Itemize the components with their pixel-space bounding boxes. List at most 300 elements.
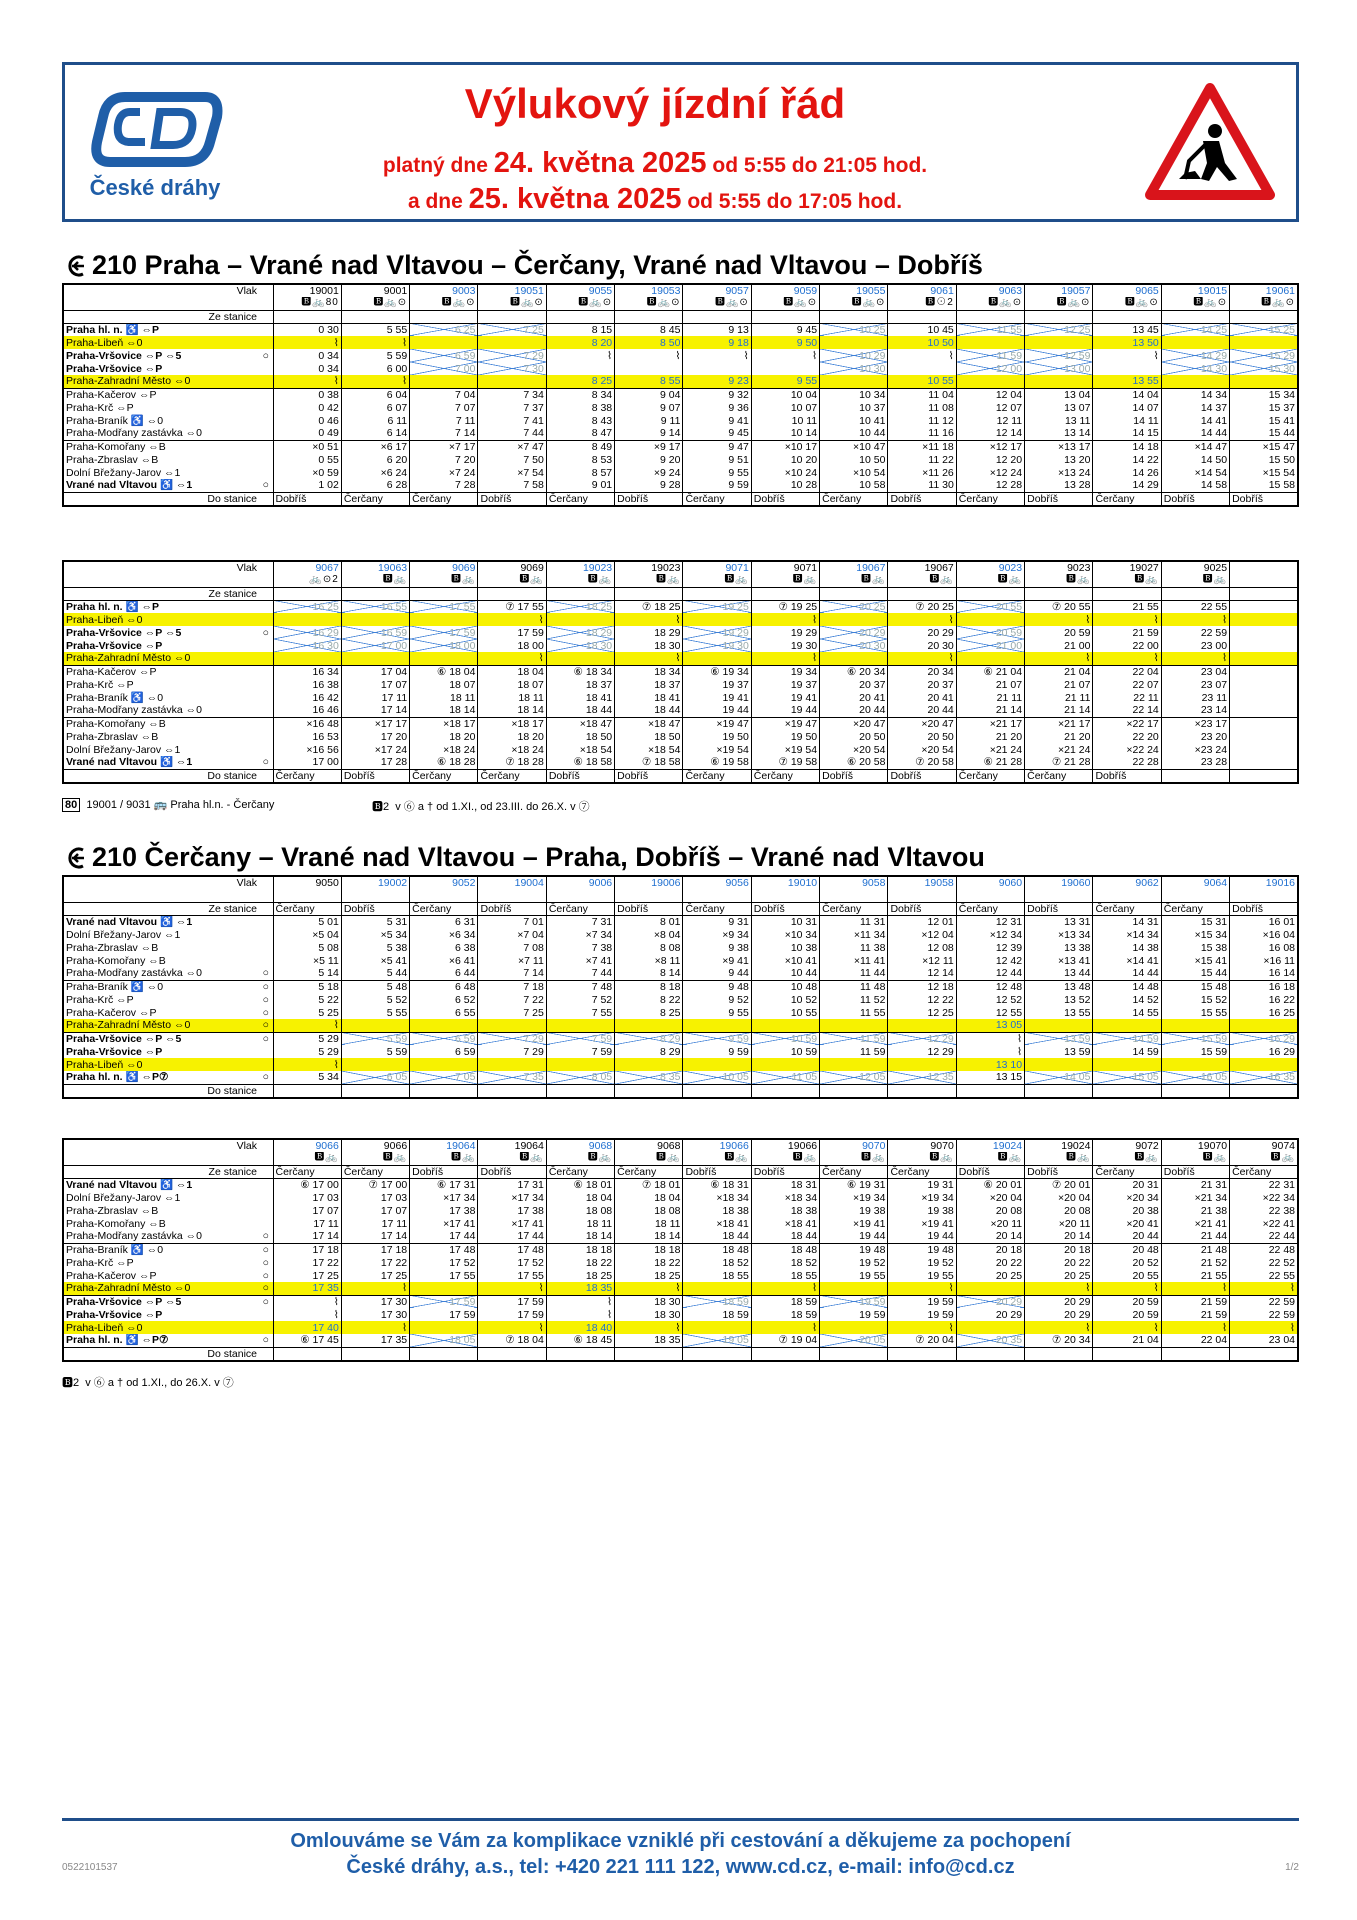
departure-time: 13 50 xyxy=(1093,336,1161,349)
station-note xyxy=(259,1058,273,1071)
from-station-row xyxy=(63,310,1298,323)
departure-time xyxy=(683,362,751,375)
departure-time: 18 50 xyxy=(615,730,683,743)
station-row xyxy=(63,1217,1298,1230)
station-note: ○ xyxy=(262,967,269,980)
train-number: 19001 xyxy=(273,284,341,297)
departure-time: 12 07 xyxy=(956,401,1024,414)
station-row xyxy=(63,1308,1298,1321)
departure-time: 8 22 xyxy=(615,993,683,1006)
document-code: 0522101537 xyxy=(62,1862,118,1873)
station-name: Vrané nad Vltavou ♿ ⇔1 xyxy=(66,1178,193,1191)
from-station: Čerčany xyxy=(615,1165,683,1178)
to-station xyxy=(546,1084,614,1098)
departure-time: 19 59 xyxy=(888,1295,956,1308)
train-symbols: 🅱🚲⊙ xyxy=(820,297,888,310)
departure-time: 11 31 xyxy=(820,915,888,928)
departure-time xyxy=(615,1058,683,1071)
departure-time xyxy=(410,613,478,626)
departure-time: 22 38 xyxy=(1230,1204,1298,1217)
from-station: Dobříš xyxy=(1025,1165,1093,1178)
departure-time: ×12 24 xyxy=(956,466,1024,479)
departure-time: 10 55 xyxy=(888,375,956,388)
departure-time: 10 58 xyxy=(820,479,888,492)
departure-time: 19 41 xyxy=(683,691,751,704)
departure-time: ⑥ 18 01 xyxy=(546,1178,614,1191)
station-note: ○ xyxy=(259,1295,273,1308)
departure-time: 7 55 xyxy=(546,1006,614,1019)
departure-time: ×11 41 xyxy=(820,954,888,967)
departure-time: ×16 04 xyxy=(1230,928,1298,941)
departure-time: ⑥ 18 58 xyxy=(546,756,614,769)
train-number: 19066 xyxy=(683,1139,751,1152)
departure-time: ×6 34 xyxy=(410,928,478,941)
to-station xyxy=(683,1084,751,1098)
to-station: Čerčany xyxy=(956,769,1024,783)
departure-time: 23 04 xyxy=(1230,1334,1298,1347)
departure-time: 21 07 xyxy=(1025,678,1093,691)
note-1-code: 80 xyxy=(62,798,80,812)
departure-time: 19 44 xyxy=(683,704,751,717)
from-station xyxy=(683,587,751,600)
note-column-cell xyxy=(259,574,273,587)
station-row xyxy=(63,1295,1298,1308)
to-station-label: Do stanice xyxy=(63,1084,259,1098)
departure-time: 8 29 xyxy=(615,1045,683,1058)
departure-time: 9 14 xyxy=(615,427,683,440)
station-name: Praha-Libeň ⇔0 xyxy=(63,613,259,626)
departure-time: 23 20 xyxy=(1161,730,1229,743)
departure-time: 22 07 xyxy=(1093,678,1161,691)
departure-time: 6 31 xyxy=(410,915,478,928)
page-number: 1/2 xyxy=(1285,1862,1299,1873)
departure-time xyxy=(341,613,409,626)
to-station: Dobříš xyxy=(751,492,819,506)
departure-time: ⑦ 19 58 xyxy=(751,756,819,769)
to-station xyxy=(820,1084,888,1098)
departure-time: 14 34 xyxy=(1161,388,1229,401)
departure-time: 11 38 xyxy=(820,941,888,954)
station-row xyxy=(63,626,1298,639)
train-symbols-row xyxy=(63,297,1298,310)
departure-time: ×7 54 xyxy=(478,466,546,479)
departure-time: 7 29 xyxy=(478,1045,546,1058)
to-station: Čerčany xyxy=(410,492,478,506)
departure-time: ⌇ xyxy=(1161,1282,1229,1295)
departure-time: 13 14 xyxy=(1025,427,1093,440)
station-name: Dolní Břežany-Jarov ⇔1 xyxy=(66,743,181,756)
departure-time: 10 04 xyxy=(751,388,819,401)
from-station: Čerčany xyxy=(273,902,341,915)
departure-time: 21 00 xyxy=(1025,639,1093,652)
departure-time: 21 55 xyxy=(1161,1269,1229,1282)
departure-time: 13 44 xyxy=(1025,967,1093,980)
station-row xyxy=(63,743,1298,756)
footer-contact: České dráhy, a.s., tel: +420 221 111 122, www.cd.cz, e-mail: info@cd.cz xyxy=(346,1856,1015,1878)
departure-time: 5 59 xyxy=(341,1045,409,1058)
station-note: ○ xyxy=(259,1282,273,1295)
departure-time: 13 59 xyxy=(1025,1032,1093,1045)
from-station xyxy=(273,587,341,600)
to-station: Dobříš xyxy=(888,769,956,783)
train-label: Vlak xyxy=(236,562,257,574)
station-row xyxy=(63,466,1298,479)
train-symbols xyxy=(820,889,888,902)
departure-time: 7 34 xyxy=(478,388,546,401)
departure-time: ×5 11 xyxy=(273,954,341,967)
departure-time: 18 18 xyxy=(615,1243,683,1256)
departure-time: 12 48 xyxy=(956,980,1024,993)
departure-time: 14 25 xyxy=(1161,323,1229,336)
to-station xyxy=(410,1347,478,1361)
departure-time: ×5 04 xyxy=(273,928,341,941)
departure-time xyxy=(1093,362,1161,375)
departure-time: 18 14 xyxy=(410,704,478,717)
train-symbols: 🅱🚲⊙ xyxy=(478,297,546,310)
station-note xyxy=(259,414,273,427)
departure-time: ⌇ xyxy=(751,1321,819,1334)
station-name: Vrané nad Vltavou ♿ ⇔1 xyxy=(66,915,193,928)
departure-time: 12 11 xyxy=(956,414,1024,427)
station-name: Praha-Libeň ⇔0 xyxy=(63,336,259,349)
departure-time: 17 04 xyxy=(341,665,409,678)
station-row xyxy=(63,453,1298,466)
to-station xyxy=(820,1347,888,1361)
departure-time: 18 40 xyxy=(546,1321,614,1334)
departure-time: 10 14 xyxy=(751,427,819,440)
departure-time: 18 44 xyxy=(546,704,614,717)
train-number: 19015 xyxy=(1161,284,1229,297)
departure-time: 17 03 xyxy=(341,1191,409,1204)
train-number: 9068 xyxy=(546,1139,614,1152)
departure-time: 9 45 xyxy=(683,427,751,440)
departure-time: 16 18 xyxy=(1230,980,1298,993)
from-station: Dobříš xyxy=(683,1165,751,1178)
departure-time: 13 10 xyxy=(956,1058,1024,1071)
departure-time: ×17 41 xyxy=(478,1217,546,1230)
train-symbols: 🅱🚲 xyxy=(1161,574,1229,587)
departure-time: 18 14 xyxy=(615,1230,683,1243)
train-symbols: 🅱🚲 xyxy=(683,574,751,587)
departure-time: 17 14 xyxy=(273,1230,341,1243)
departure-time: 6 28 xyxy=(341,479,409,492)
validity-date-1: 24. května 2025 xyxy=(493,147,707,179)
departure-time: 15 38 xyxy=(1161,941,1229,954)
station-name: Praha hl. n. ♿ ⇔P⑦ xyxy=(66,1334,169,1347)
departure-time: 17 38 xyxy=(478,1204,546,1217)
departure-time: 14 29 xyxy=(1093,479,1161,492)
departure-time: ×17 17 xyxy=(341,717,409,730)
departure-time: 9 32 xyxy=(683,388,751,401)
from-station: Čerčany xyxy=(820,902,888,915)
departure-time: ×19 34 xyxy=(888,1191,956,1204)
station-note xyxy=(259,388,273,401)
departure-time: 9 59 xyxy=(683,1045,751,1058)
departure-time: 14 30 xyxy=(1161,362,1229,375)
departure-time: 8 29 xyxy=(615,1032,683,1045)
departure-time: 0 42 xyxy=(273,401,341,414)
departure-time: 7 30 xyxy=(478,362,546,375)
from-station: Dobříš xyxy=(1025,902,1093,915)
departure-time: 5 52 xyxy=(341,993,409,1006)
departure-time: 14 04 xyxy=(1093,388,1161,401)
departure-time xyxy=(1230,691,1298,704)
departure-time: ⌇ xyxy=(1025,613,1093,626)
departure-time: 19 52 xyxy=(820,1256,888,1269)
station-name: Dolní Břežany-Jarov ⇔1 xyxy=(66,466,181,479)
station-row xyxy=(63,652,1298,665)
departure-time xyxy=(683,613,751,626)
symbols-label xyxy=(63,297,259,310)
departure-time xyxy=(820,613,888,626)
departure-time: 5 59 xyxy=(341,349,409,362)
departure-time xyxy=(956,336,1024,349)
departure-time: ×21 17 xyxy=(1025,717,1093,730)
to-station: Dobříš xyxy=(820,769,888,783)
departure-time: 15 59 xyxy=(1161,1045,1229,1058)
departure-time: 18 14 xyxy=(546,1230,614,1243)
departure-time: 12 00 xyxy=(956,362,1024,375)
departure-time: 0 34 xyxy=(273,349,341,362)
departure-time: 14 59 xyxy=(1093,1032,1161,1045)
departure-time: 17 40 xyxy=(273,1321,341,1334)
train-number: 9025 xyxy=(1161,561,1229,574)
station-row xyxy=(63,980,1298,993)
departure-time: ×0 59 xyxy=(273,466,341,479)
departure-time: 22 31 xyxy=(1230,1178,1298,1191)
departure-time: 20 59 xyxy=(956,626,1024,639)
train-number: 9071 xyxy=(751,561,819,574)
to-station xyxy=(1230,1084,1298,1098)
departure-time xyxy=(615,362,683,375)
departure-time: 9 47 xyxy=(683,440,751,453)
station-row xyxy=(63,954,1298,967)
symbols-label xyxy=(63,1152,259,1165)
train-symbols xyxy=(1230,889,1298,902)
departure-time: 18 11 xyxy=(615,1217,683,1230)
from-station xyxy=(546,587,614,600)
train-number: 19010 xyxy=(751,876,819,889)
departure-time: 18 00 xyxy=(478,639,546,652)
to-station: Dobříš xyxy=(615,769,683,783)
departure-time: ×20 54 xyxy=(820,743,888,756)
departure-time: 10 59 xyxy=(751,1032,819,1045)
departure-time: 18 38 xyxy=(751,1204,819,1217)
train-symbols: 🅱🚲 xyxy=(956,574,1024,587)
train-symbols: 🅱🚲 xyxy=(751,574,819,587)
departure-time: ×15 47 xyxy=(1230,440,1298,453)
train-number: 9066 xyxy=(341,1139,409,1152)
departure-time: 14 11 xyxy=(1093,414,1161,427)
departure-time: 7 52 xyxy=(546,993,614,1006)
train-number: 19024 xyxy=(1025,1139,1093,1152)
train-number: 19027 xyxy=(1093,561,1161,574)
train-symbols: 🅱🚲 xyxy=(1230,1152,1298,1165)
departure-time: 11 08 xyxy=(888,401,956,414)
departure-time: ⌇ xyxy=(615,613,683,626)
from-station: Čerčany xyxy=(1230,1165,1298,1178)
station-row xyxy=(63,323,1298,336)
departure-time: 0 49 xyxy=(273,427,341,440)
departure-time: 22 52 xyxy=(1230,1256,1298,1269)
departure-time: ×21 17 xyxy=(956,717,1024,730)
to-station: Čerčany xyxy=(273,769,341,783)
station-row xyxy=(63,1334,1298,1347)
departure-time: 6 44 xyxy=(410,967,478,980)
departure-time: 13 28 xyxy=(1025,479,1093,492)
train-symbols xyxy=(683,889,751,902)
train-number-row xyxy=(63,561,1298,574)
from-station xyxy=(751,587,819,600)
departure-time: 21 04 xyxy=(1025,665,1093,678)
departure-time: 19 34 xyxy=(751,665,819,678)
departure-time: 14 44 xyxy=(1161,427,1229,440)
departure-time xyxy=(820,652,888,665)
station-name: Praha-Zbraslav ⇔B xyxy=(66,730,159,743)
train-symbols: 🅱🚲 xyxy=(751,1152,819,1165)
departure-time: 20 59 xyxy=(1093,1295,1161,1308)
train-symbols: 🅱🚲⊙ xyxy=(1025,297,1093,310)
departure-time: 12 28 xyxy=(956,479,1024,492)
departure-time: 13 55 xyxy=(1093,375,1161,388)
departure-time: ⌇ xyxy=(273,1295,341,1308)
departure-time: 17 35 xyxy=(341,1334,409,1347)
from-station xyxy=(888,587,956,600)
departure-time: ×12 11 xyxy=(888,954,956,967)
to-station: Čerčany xyxy=(478,769,546,783)
departure-time xyxy=(478,375,546,388)
departure-time: 17 03 xyxy=(273,1191,341,1204)
departure-time: ×17 41 xyxy=(410,1217,478,1230)
station-note xyxy=(259,1204,273,1217)
departure-time: 5 34 xyxy=(273,1071,341,1084)
train-symbols: 🅱🚲 xyxy=(273,1152,341,1165)
departure-time: 17 07 xyxy=(341,678,409,691)
departure-time: 21 59 xyxy=(1161,1295,1229,1308)
from-station: Čerčany xyxy=(820,1165,888,1178)
station-note xyxy=(259,336,273,349)
departure-time: 7 44 xyxy=(478,427,546,440)
departure-time: 10 44 xyxy=(820,427,888,440)
from-station xyxy=(683,310,751,323)
departure-time: 18 11 xyxy=(478,691,546,704)
departure-time: 16 35 xyxy=(1230,1071,1298,1084)
departure-time: ×11 18 xyxy=(888,440,956,453)
departure-time: ×18 47 xyxy=(615,717,683,730)
to-station xyxy=(410,1084,478,1098)
departure-time: ⑥ 20 58 xyxy=(820,756,888,769)
departure-time: 14 50 xyxy=(1161,453,1229,466)
departure-time xyxy=(341,1019,409,1032)
to-station: Dobříš xyxy=(888,492,956,506)
from-station: Čerčany xyxy=(956,902,1024,915)
departure-time: 20 59 xyxy=(1093,1308,1161,1321)
departure-time: 7 44 xyxy=(546,967,614,980)
departure-time: 11 16 xyxy=(888,427,956,440)
from-station: Dobříš xyxy=(956,1165,1024,1178)
departure-time: 19 41 xyxy=(751,691,819,704)
station-name: Praha-Vršovice ⇔P ⇔5 xyxy=(63,1032,259,1045)
departure-time: ⑥ 17 31 xyxy=(410,1178,478,1191)
train-number: 9062 xyxy=(1093,876,1161,889)
departure-time: 20 38 xyxy=(1093,1204,1161,1217)
departure-time: 19 30 xyxy=(751,639,819,652)
departure-time xyxy=(546,1058,614,1071)
departure-time: 19 44 xyxy=(888,1230,956,1243)
departure-time: 5 59 xyxy=(341,1032,409,1045)
departure-time: ×10 47 xyxy=(820,440,888,453)
departure-time: 6 04 xyxy=(341,388,409,401)
train-number: 9070 xyxy=(820,1139,888,1152)
departure-time xyxy=(751,1019,819,1032)
departure-time: ×10 34 xyxy=(751,928,819,941)
departure-time: 6 38 xyxy=(410,941,478,954)
departure-time: 12 29 xyxy=(888,1032,956,1045)
departure-time xyxy=(751,362,819,375)
from-station xyxy=(410,587,478,600)
timetable-4 xyxy=(62,1138,1299,1362)
station-row xyxy=(63,1204,1298,1217)
departure-time: 11 12 xyxy=(888,414,956,427)
departure-time: 21 11 xyxy=(1025,691,1093,704)
page-title: Výlukový jízdní řád xyxy=(464,80,846,127)
departure-time: 7 50 xyxy=(478,453,546,466)
from-station: Dobříš xyxy=(478,1165,546,1178)
departure-time: 18 20 xyxy=(410,730,478,743)
departure-time xyxy=(683,1282,751,1295)
departure-time: 7 04 xyxy=(410,388,478,401)
train-number: 9001 xyxy=(341,284,409,297)
departure-time xyxy=(1025,1058,1093,1071)
departure-time: 19 59 xyxy=(820,1295,888,1308)
departure-time: 18 25 xyxy=(615,1269,683,1282)
departure-time: ×7 17 xyxy=(410,440,478,453)
departure-time: ×20 54 xyxy=(888,743,956,756)
station-name: Praha-Modřany zastávka ⇔0 xyxy=(66,704,202,717)
departure-time: 15 50 xyxy=(1230,453,1298,466)
departure-time: ⌇ xyxy=(341,336,409,349)
departure-time: 18 07 xyxy=(410,678,478,691)
station-row xyxy=(63,336,1298,349)
departure-time: 12 35 xyxy=(888,1071,956,1084)
to-station: Čerčany xyxy=(820,492,888,506)
departure-time: ⌇ xyxy=(683,349,751,362)
departure-time: 22 20 xyxy=(1093,730,1161,743)
departure-time xyxy=(546,613,614,626)
train-symbols: 🅱🚲 xyxy=(956,1152,1024,1165)
departure-time: 18 04 xyxy=(478,665,546,678)
departure-time: 11 59 xyxy=(820,1032,888,1045)
departure-time: 14 44 xyxy=(1093,967,1161,980)
departure-time: 14 52 xyxy=(1093,993,1161,1006)
departure-time: 7 59 xyxy=(546,1032,614,1045)
to-station: Čerčany xyxy=(683,769,751,783)
train-number: 19024 xyxy=(956,1139,1024,1152)
departure-time: 15 48 xyxy=(1161,980,1229,993)
station-note xyxy=(259,1308,273,1321)
train-symbols xyxy=(341,889,409,902)
from-station xyxy=(615,310,683,323)
train-label: Vlak xyxy=(236,1140,257,1152)
departure-time: 12 25 xyxy=(1025,323,1093,336)
departure-time: ⌇ xyxy=(1025,652,1093,665)
note-1 xyxy=(62,798,590,813)
validity-line-1 xyxy=(265,147,1045,180)
departure-time: 12 14 xyxy=(956,427,1024,440)
section-title-2-text: 210 Čerčany – Vrané nad Vltavou – Praha, Dobříš – Vrané nad Vltavou xyxy=(92,842,985,872)
train-symbols: 🅱🚲 xyxy=(820,1152,888,1165)
from-station-label: Ze stanice xyxy=(63,902,259,915)
